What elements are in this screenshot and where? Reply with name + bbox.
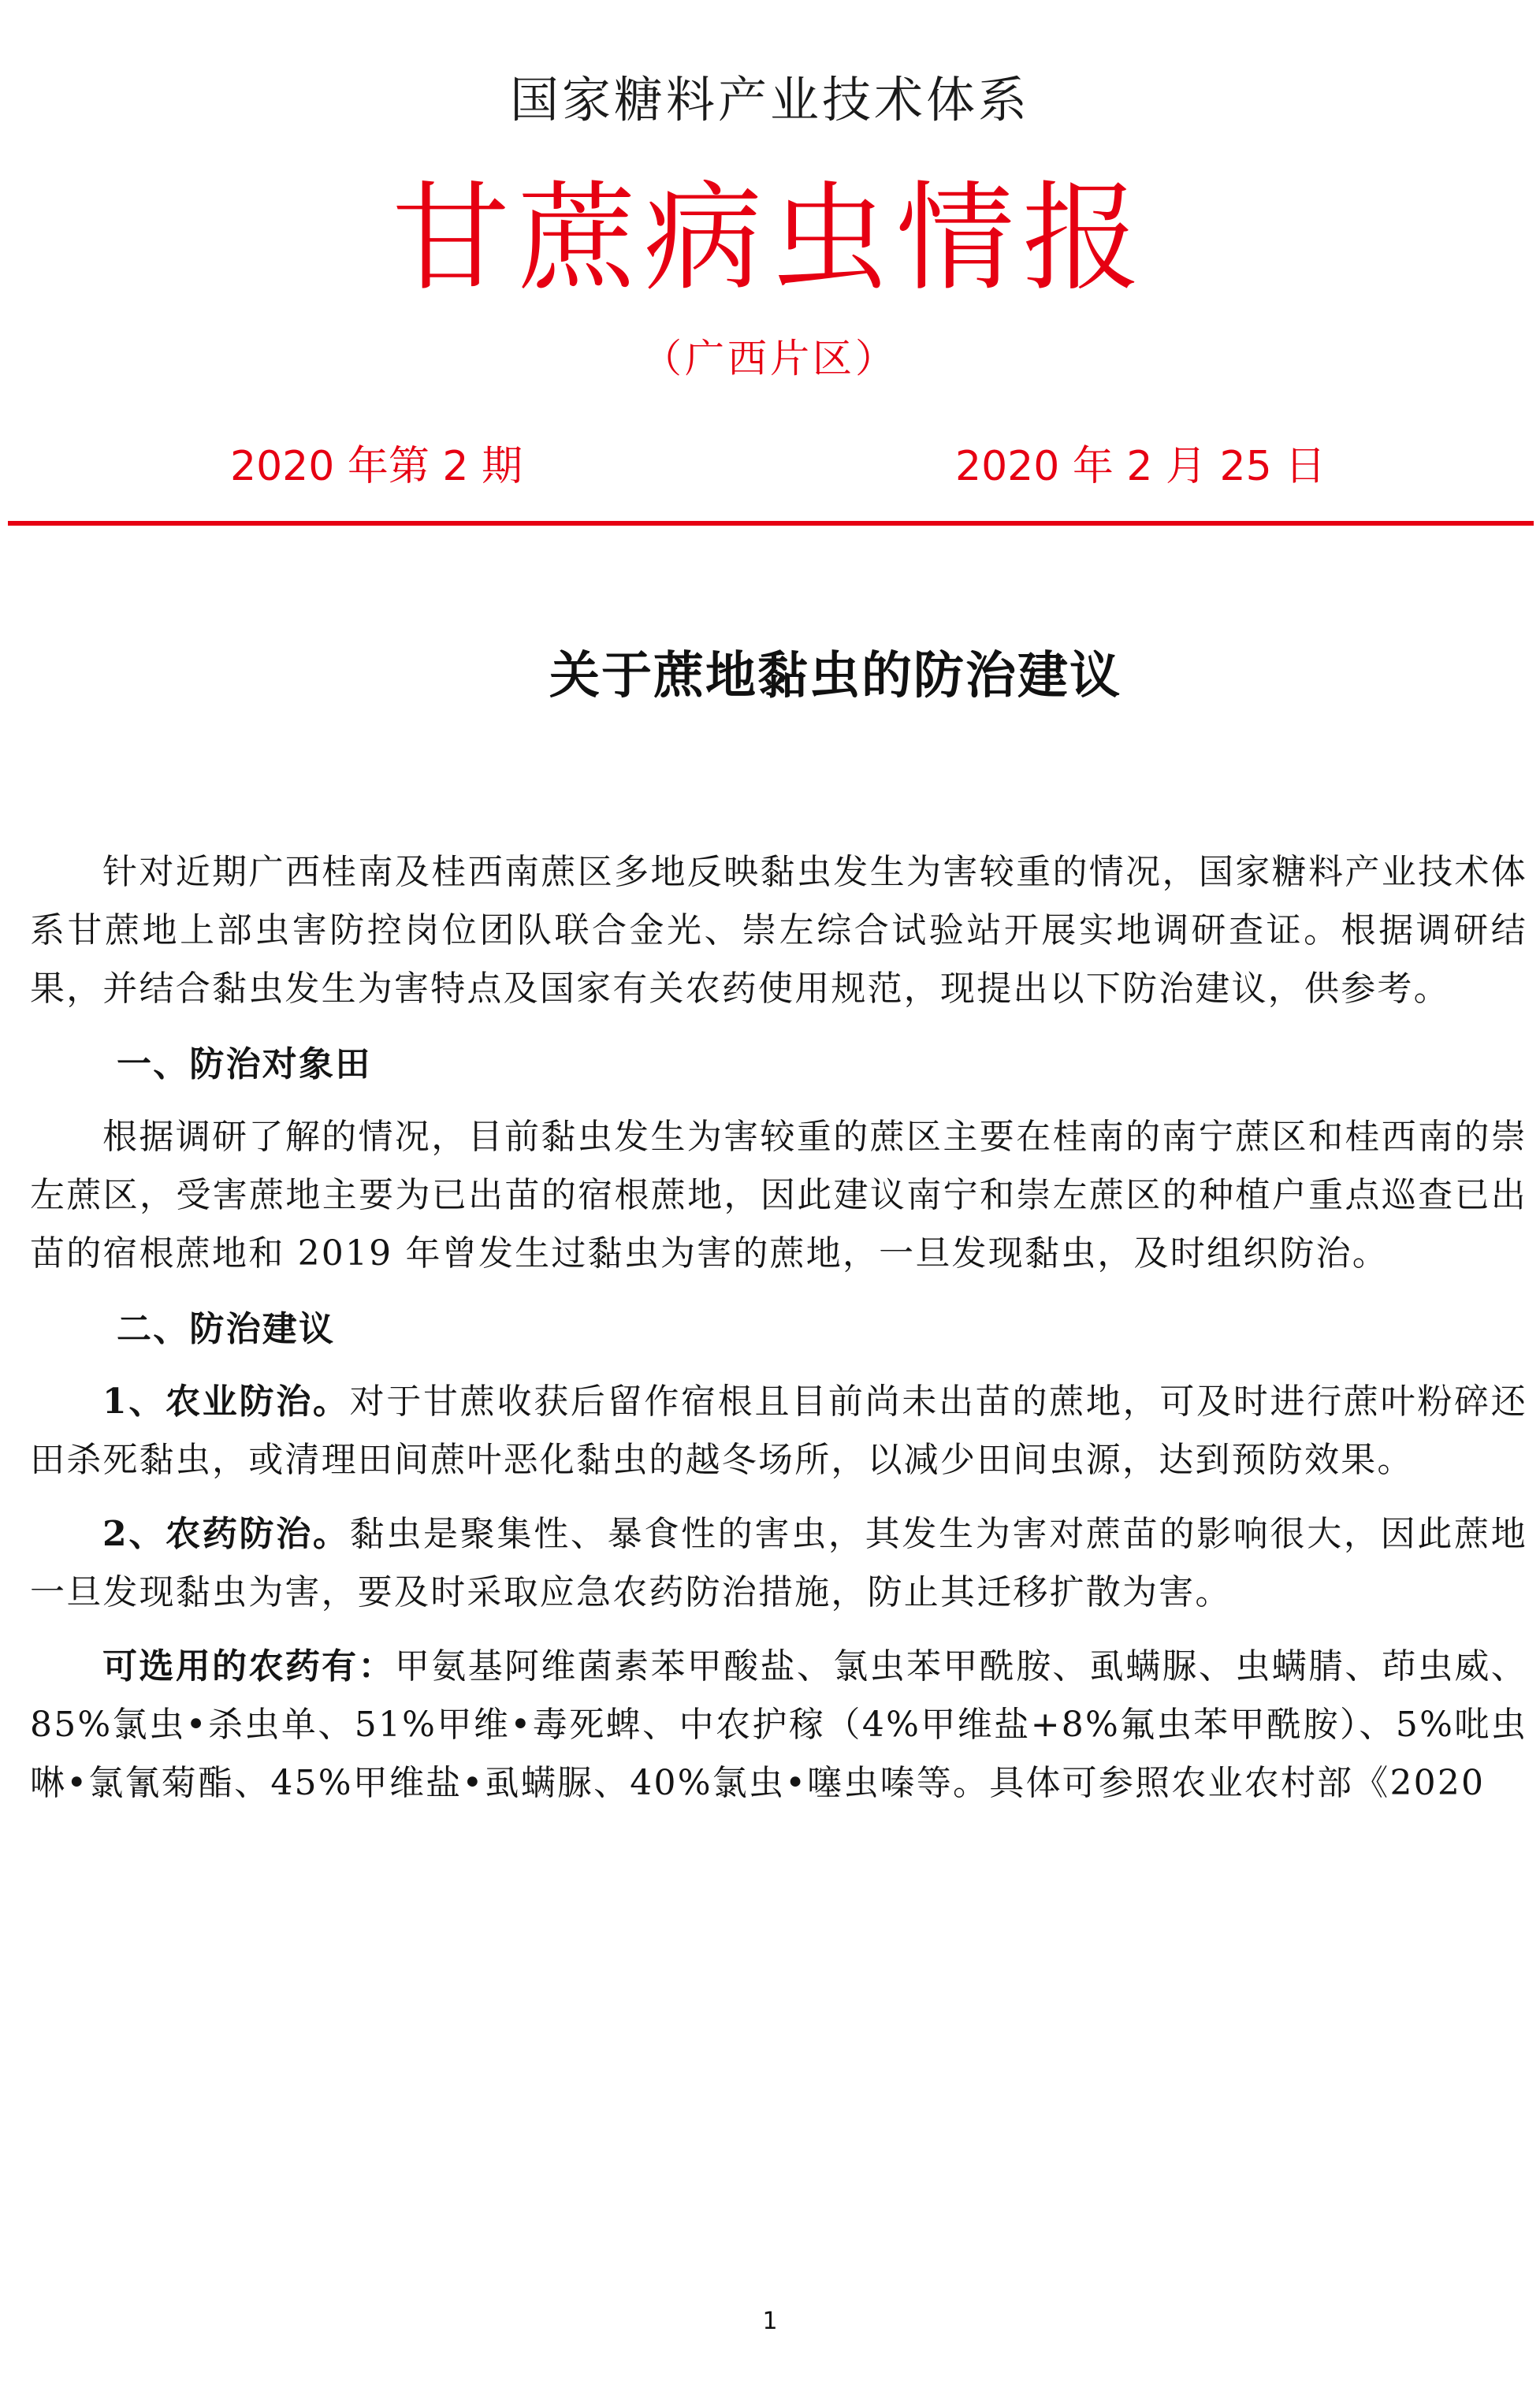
chemical-control-text: 黏虫是聚集性、暴食性的害虫，其发生为害对蔗苗的影响很大，因此蔗地一旦发现黏虫为害，要及时采取应急农药防治措施，防止其迁移扩散为害。	[30, 1514, 1527, 1612]
organization-title: 国家糖料产业技术体系	[509, 71, 1030, 128]
article-body	[30, 843, 1527, 1813]
agricultural-control-paragraph	[30, 1373, 1527, 1489]
pesticides-paragraph	[30, 1638, 1527, 1813]
issue-number: 2020 年第 2 期	[230, 443, 523, 490]
page-number: 1	[762, 2308, 778, 2335]
pesticides-text: 甲氨基阿维菌素苯甲酸盐、氯虫苯甲酰胺、虱螨脲、虫螨腈、茚虫威、85%氯虫•杀虫单、51%甲维•毒死蜱、中农护稼（4%甲维盐+8%氟虫苯甲酰胺）、5%吡虫啉•氯氰菊酯、45%甲维盐•虱螨脲、40%氯虫•噻虫嗪等。具体可参照农业农村部《2020	[30, 1646, 1527, 1803]
pesticides-lead: 可选用的农药有：	[102, 1646, 395, 1687]
bulletin-title: 甘蔗病虫情报	[391, 170, 1148, 307]
agricultural-control-text: 对于甘蔗收获后留作宿根且目前尚未出苗的蔗地，可及时进行蔗叶粉碎还田杀死黏虫，或清理田间蔗叶恶化黏虫的越冬场所，以减少田间虫源，达到预防效果。	[30, 1382, 1527, 1480]
intro-paragraph: 针对近期广西桂南及桂西南蔗区多地反映黏虫发生为害较重的情况，国家糖料产业技术体系甘蔗地上部虫害防控岗位团队联合金光、崇左综合试验站开展实地调研查证。根据调研结果，并结合黏虫发生为害特点及国家有关农药使用规范，现提出以下防治建议，供参考。	[30, 852, 1527, 1009]
issue-row	[0, 443, 1540, 493]
section1-paragraph: 根据调研了解的情况，目前黏虫发生为害较重的蔗区主要在桂南的南宁蔗区和桂西南的崇左蔗区，受害蔗地主要为已出苗的宿根蔗地，因此建议南宁和崇左蔗区的种植户重点巡查已出苗的宿根蔗地和 2019 年曾发生过黏虫为害的蔗地，一旦发现黏虫，及时组织防治。	[30, 1117, 1527, 1274]
article-title: 关于蔗地黏虫的防治建议	[549, 646, 1122, 705]
region-label: （广西片区）	[642, 336, 898, 381]
section-heading-2: 二、防治建议	[117, 1309, 336, 1349]
chemical-control-paragraph	[30, 1505, 1527, 1622]
issue-date: 2020 年 2 月 25 日	[955, 443, 1326, 490]
section-heading-1: 一、防治对象田	[117, 1044, 372, 1084]
chemical-control-lead: 2、农药防治。	[102, 1514, 350, 1554]
agricultural-control-lead: 1、农业防治。	[102, 1382, 350, 1422]
header-divider	[8, 521, 1534, 526]
